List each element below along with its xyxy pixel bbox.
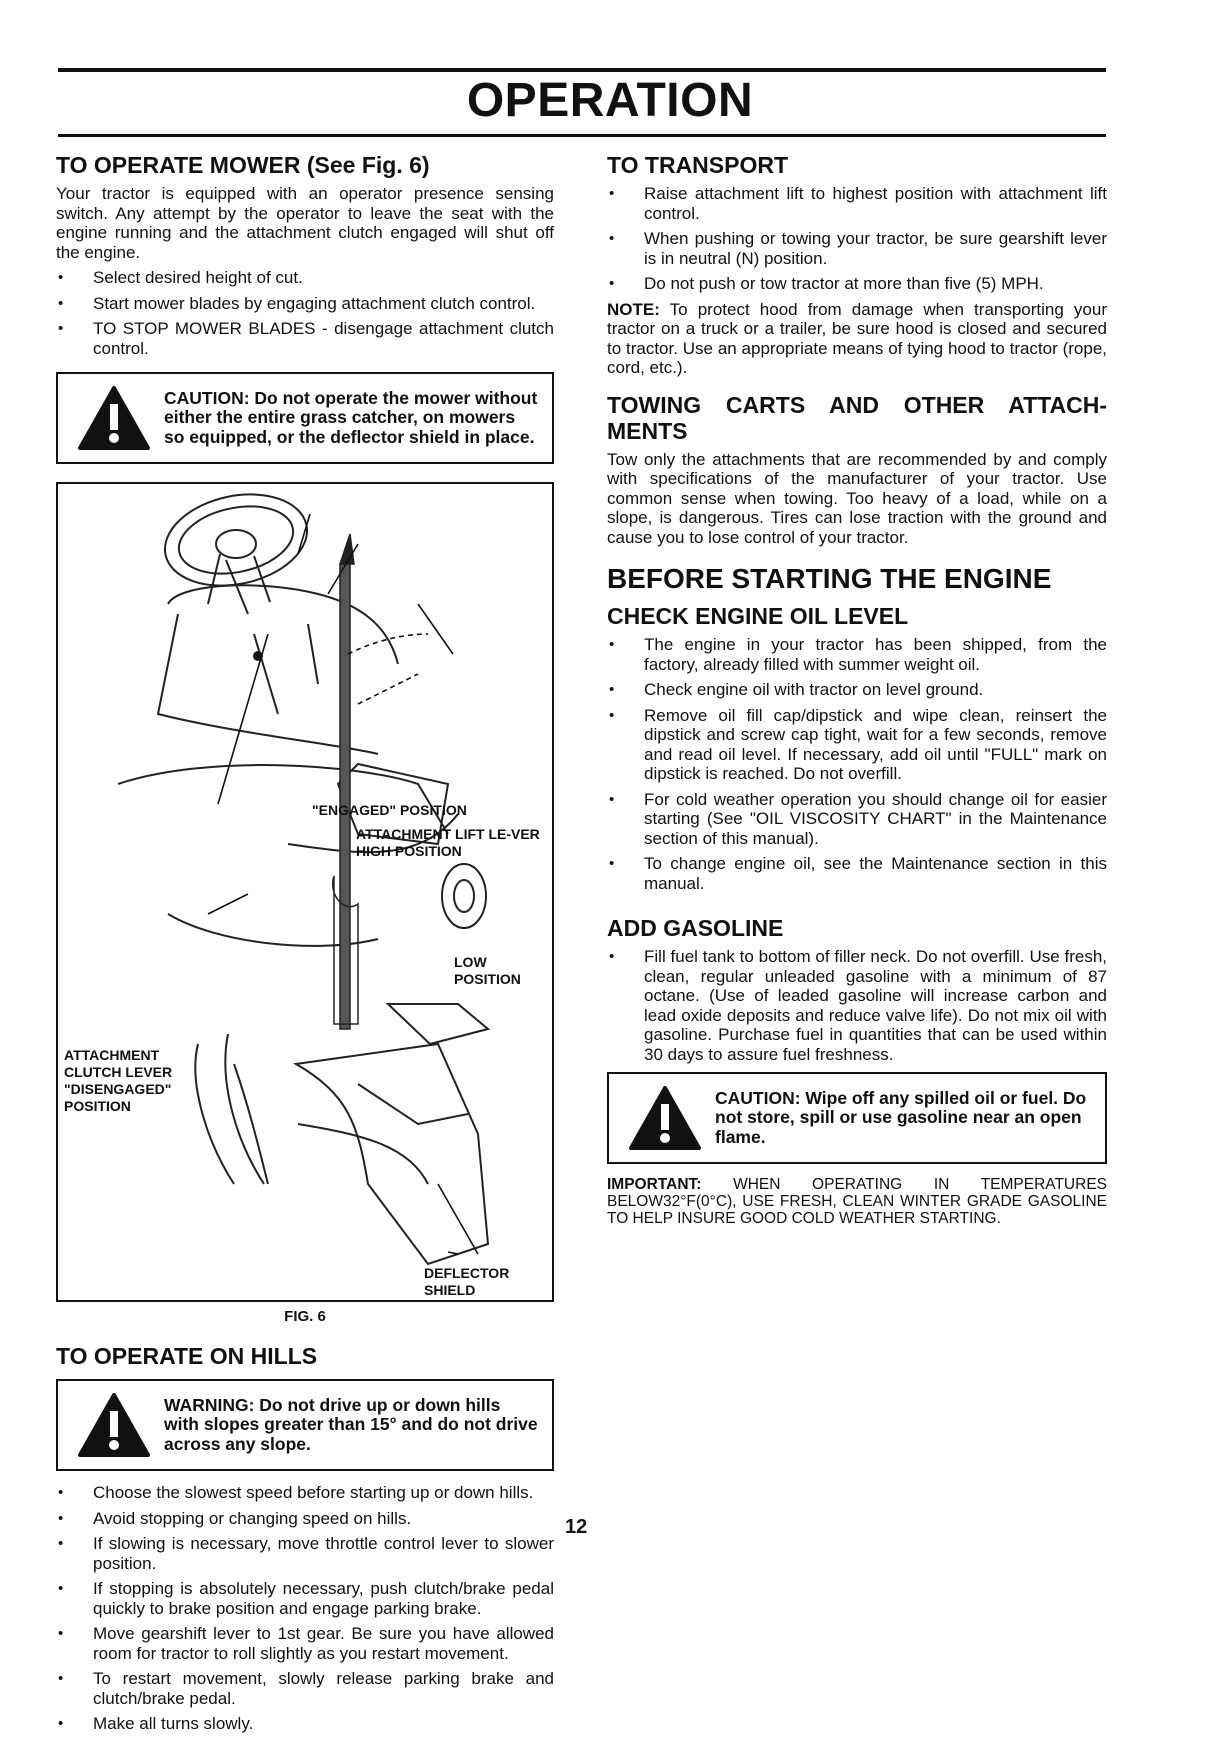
list-item: • Start mower blades by engaging attachment clutch control. bbox=[56, 294, 554, 314]
important-text: WHEN OPERATING IN TEMPERATURES BELOW32°F(0°C), USE FRESH, CLEAN WINTER GRADE GASOLINE TO HELP INSURE GOOD COLD WEATHER STARTING. bbox=[607, 1176, 1107, 1227]
towing-text: Tow only the attachments that are recommended by and comply with specifications of the manufacturer of your tractor. Use common sense when towing. Too heavy of a load, while on a slope, is dangerous. Tires can lose traction with the ground and cause you to lose control of your tractor. bbox=[607, 449, 1107, 547]
gasoline-caution-box bbox=[607, 1072, 1107, 1164]
mower-caution-text: CAUTION: Do not operate the mower without either the entire grass catcher, on mowers so equipped, or the deflector shield in place. bbox=[164, 387, 538, 447]
list-item: • Fill fuel tank to bottom of filler neck. Do not overfill. Use fresh, clean, regular unleaded gasoline with a minimum of 87 octane. (Use of leaded gasoline will increase carbon and lead oxide deposits and reduce valve life). Do not mix oil with gasoline. Purchase fuel in quantities that can be used within 30 days to assure fuel freshness. bbox=[607, 947, 1107, 1064]
title-rule bbox=[58, 134, 1106, 137]
gasoline-caution-text: CAUTION: Wipe off any spilled oil or fuel. Do not store, spill or use gasoline near an open flame. bbox=[715, 1087, 1087, 1147]
warning-triangle-icon bbox=[78, 384, 150, 452]
list-item: • Move gearshift lever to 1st gear. Be sure you have allowed room for tractor to roll slightly as you restart movement. bbox=[56, 1624, 554, 1663]
important-note bbox=[607, 1176, 1107, 1227]
operate-hills-heading: TO OPERATE ON HILLS bbox=[56, 1343, 318, 1369]
list-item: • To restart movement, slowly release parking brake and clutch/brake pedal. bbox=[56, 1669, 554, 1708]
page-number: 12 bbox=[565, 1516, 588, 1538]
list-item: • Do not push or tow tractor at more than five (5) MPH. bbox=[607, 274, 1107, 294]
hills-warning-box bbox=[56, 1379, 554, 1471]
hills-warning-text: WARNING: Do not drive up or down hills with slopes greater than 15° and do not drive across any slope. bbox=[164, 1394, 538, 1454]
transport-note bbox=[607, 300, 1107, 378]
low-pointer bbox=[418, 604, 453, 654]
before-starting-heading: BEFORE STARTING THE ENGINE bbox=[607, 563, 1052, 594]
fig-caption: FIG. 6 bbox=[284, 1308, 326, 1325]
list-item: • The engine in your tractor has been shipped, from the factory, already filled with summer weight oil. bbox=[607, 635, 1107, 674]
lift-lever-label: ATTACHMENT LIFT LE-VER HIGH POSITION bbox=[356, 826, 540, 859]
clutch-pointer bbox=[208, 634, 268, 914]
clutch-lever-label: ATTACHMENT CLUTCH LEVER "DISENGAGED" POSITION bbox=[64, 1047, 173, 1114]
list-item: • TO STOP MOWER BLADES - disengage attachment clutch control. bbox=[56, 319, 554, 358]
check-oil-list bbox=[607, 635, 1107, 893]
operate-mower-heading: TO OPERATE MOWER (See Fig. 6) bbox=[56, 152, 430, 178]
warning-triangle-icon bbox=[78, 1391, 150, 1459]
tractor-drawing bbox=[58, 484, 552, 1296]
operate-mower-list bbox=[56, 268, 554, 358]
add-gasoline-heading: ADD GASOLINE bbox=[607, 915, 784, 941]
attachment-lift-lever bbox=[340, 564, 350, 1029]
list-item: • For cold weather operation you should change oil for easier starting (See "OIL VISCOSITY CHART" in the Maintenance section of this manual). bbox=[607, 790, 1107, 849]
list-item: • When pushing or towing your tractor, be sure gearshift lever is in neutral (N) position. bbox=[607, 229, 1107, 268]
transport-heading: TO TRANSPORT bbox=[607, 152, 789, 178]
list-item: • Remove oil fill cap/dipstick and wipe clean, reinsert the dipstick and screw cap tight, wait for a few seconds, remove and read oil level. If necessary, add oil until "FULL" mark on dipstick is reached. Do not overfill. bbox=[607, 706, 1107, 784]
list-item: • Raise attachment lift to highest position with attachment lift control. bbox=[607, 184, 1107, 223]
add-gasoline-list bbox=[607, 947, 1107, 1064]
transport-list bbox=[607, 184, 1107, 294]
list-item: • If slowing is necessary, move throttle control lever to slower position. bbox=[56, 1534, 554, 1573]
list-item: • To change engine oil, see the Maintenance section in this manual. bbox=[607, 854, 1107, 893]
note-label: NOTE: bbox=[607, 299, 660, 319]
deflector-pointer bbox=[438, 1184, 478, 1254]
list-item: • If stopping is absolutely necessary, push clutch/brake pedal quickly to brake position and engage parking brake. bbox=[56, 1579, 554, 1618]
operate-hills-list bbox=[56, 1483, 554, 1734]
low-position-label: LOW POSITION bbox=[454, 954, 521, 987]
operate-mower-intro: Your tractor is equipped with an operator presence sensing switch. Any attempt by the operator to leave the seat with the engine running and the attachment clutch engaged will shut off the engine. bbox=[56, 184, 554, 262]
note-text: To protect hood from damage when transporting your tractor on a truck or a trailer, be sure hood is closed and secured to tractor. Use an appropriate means of tying hood to tractor (rope, cord, etc.). bbox=[607, 299, 1107, 377]
right-column bbox=[607, 152, 1107, 1233]
list-item: • Choose the slowest speed before starting up or down hills. bbox=[56, 1483, 554, 1503]
warning-triangle-icon bbox=[629, 1084, 701, 1152]
list-item: • Make all turns slowly. bbox=[56, 1714, 554, 1734]
mower-caution-box bbox=[56, 372, 554, 464]
engaged-position-label: "ENGAGED" POSITION bbox=[312, 802, 467, 818]
towing-heading: TOWING CARTS AND OTHER ATTACH-MENTS bbox=[607, 391, 1107, 444]
fig-6-illustration bbox=[56, 482, 554, 1302]
deflector-shield-label: DEFLECTOR SHIELD bbox=[424, 1265, 510, 1298]
left-column bbox=[56, 152, 554, 1740]
list-item: • Avoid stopping or changing speed on hills. bbox=[56, 1509, 554, 1529]
page-title: OPERATION bbox=[466, 74, 754, 127]
important-label: IMPORTANT: bbox=[607, 1176, 702, 1193]
list-item: • Select desired height of cut. bbox=[56, 268, 554, 288]
check-oil-heading: CHECK ENGINE OIL LEVEL bbox=[607, 603, 909, 629]
list-item: • Check engine oil with tractor on level ground. bbox=[607, 680, 1107, 700]
